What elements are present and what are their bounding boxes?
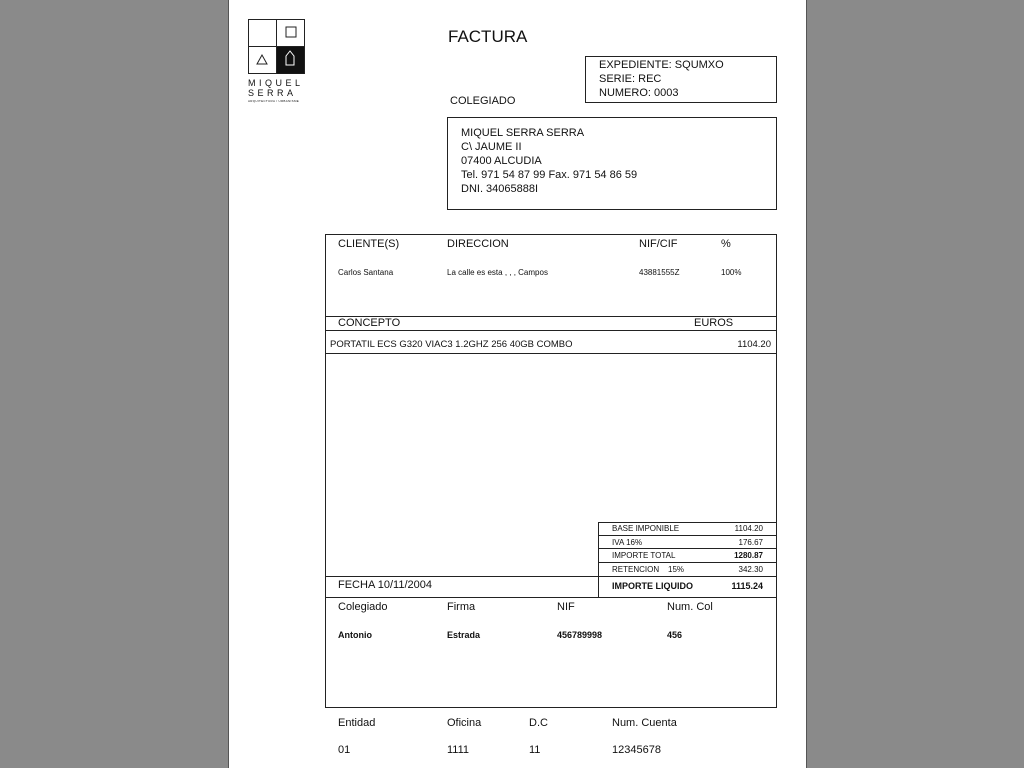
sig-header-numcol: Num. Col — [667, 601, 713, 613]
logo-subtitle: ARQUITECTURA / URBANISME — [248, 99, 300, 103]
bank-header-dc: D.C — [529, 717, 548, 729]
liquido-value: 1115.24 — [731, 581, 763, 591]
base-value: 1104.20 — [734, 524, 763, 533]
bank-header-oficina: Oficina — [447, 717, 482, 729]
sig-firma-value: Estrada — [447, 630, 481, 640]
clients-header-cliente: CLIENTE(S) — [338, 238, 400, 250]
issuer-city: 07400 ALCUDIA — [461, 155, 542, 167]
sig-header-firma: Firma — [447, 601, 476, 613]
concept-header: CONCEPTO — [338, 317, 401, 329]
clients-header-direccion: DIRECCION — [447, 238, 509, 250]
totals-left-border — [598, 522, 599, 598]
bank-dc-value: 11 — [529, 744, 541, 756]
signatures-box — [325, 597, 777, 708]
company-logo — [248, 19, 306, 77]
fecha-text: FECHA 10/11/2004 — [338, 579, 432, 591]
euros-header: EUROS — [694, 317, 734, 329]
importe-total-value: 1280.87 — [734, 551, 763, 560]
bank-entidad-value: 01 — [338, 744, 351, 756]
sig-nif-value: 456789998 — [557, 630, 603, 640]
numero-text: NUMERO: 0003 — [599, 87, 679, 99]
invoice-page — [228, 0, 807, 768]
bank-cuenta-value: 12345678 — [612, 744, 661, 756]
bank-oficina-value: 1111 — [447, 744, 470, 756]
logo-line1: MIQUEL — [248, 78, 304, 88]
concept-item: PORTATIL ECS G320 VIAC3 1.2GHZ 256 40GB COMBO — [330, 339, 573, 350]
totals-divider-1 — [598, 535, 777, 536]
sig-header-nif: NIF — [557, 601, 575, 613]
serie-text: SERIE: REC — [599, 73, 662, 85]
liquido-label: IMPORTE LIQUIDO — [612, 581, 693, 591]
issuer-name: MIQUEL SERRA SERRA — [461, 127, 585, 139]
retencion-value: 342.30 — [738, 565, 763, 574]
base-label: BASE IMPONIBLE — [612, 524, 680, 533]
client-address: La calle es esta , , , Campos — [447, 268, 548, 277]
sig-colegiado-value: Antonio — [338, 630, 372, 640]
issuer-street: C\ JAUME II — [461, 141, 522, 153]
logo-line2: SERRA — [248, 88, 297, 98]
issuer-phone: Tel. 971 54 87 99 Fax. 971 54 86 59 — [461, 169, 638, 181]
fecha-divider — [325, 576, 777, 577]
clients-header-nif: NIF/CIF — [639, 238, 678, 250]
bank-header-entidad: Entidad — [338, 717, 376, 729]
totals-top-border — [598, 522, 777, 523]
bank-header-cuenta: Num. Cuenta — [612, 717, 677, 729]
totals-divider-2 — [598, 548, 777, 549]
retencion-label: RETENCION 15% — [612, 565, 685, 574]
iva-label: IVA 16% — [612, 538, 643, 547]
client-nif: 43881555Z — [639, 268, 680, 277]
sig-numcol-value: 456 — [667, 630, 683, 640]
concept-amount: 1104.20 — [737, 339, 771, 350]
concept-header-divider — [325, 330, 777, 331]
client-pct: 100% — [721, 268, 742, 277]
clients-header-pct: % — [721, 238, 731, 250]
concept-item-divider — [325, 353, 777, 354]
client-name: Carlos Santana — [338, 268, 394, 277]
invoice-main-frame — [325, 234, 777, 598]
invoice-title: FACTURA — [448, 27, 528, 46]
iva-value: 176.67 — [738, 538, 763, 547]
importe-total-label: IMPORTE TOTAL — [612, 551, 676, 560]
issuer-dni: DNI. 34065888I — [461, 183, 539, 195]
totals-divider-3 — [598, 562, 777, 563]
colegiado-label: COLEGIADO — [450, 95, 516, 107]
logo-mark-icon — [248, 19, 306, 75]
sig-header-colegiado: Colegiado — [338, 601, 388, 613]
expediente-text: EXPEDIENTE: SQUMXO — [599, 59, 724, 71]
